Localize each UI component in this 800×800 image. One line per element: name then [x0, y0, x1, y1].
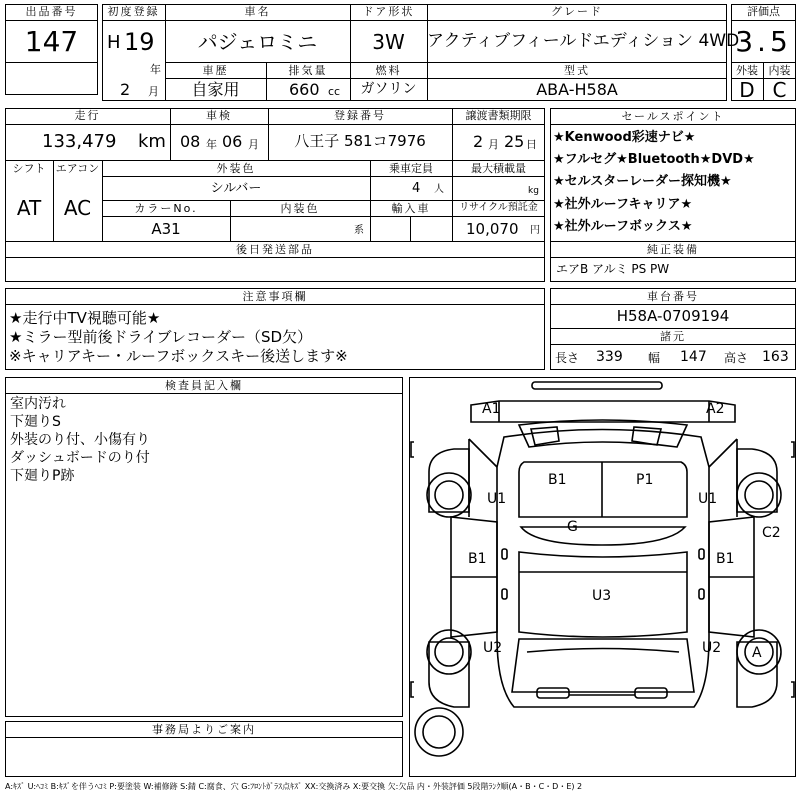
fuel-label: 燃料 [375, 64, 402, 77]
inspection-month-unit: 月 [248, 138, 259, 151]
chassis-number: H58A-0709194 [616, 307, 730, 325]
damage-mark: U2 [702, 640, 722, 656]
standard-equipment-label: 純正装備 [647, 243, 699, 256]
sales-point-item: ★社外ルーフキャリア★ [553, 197, 693, 212]
damage-mark: A2 [706, 401, 725, 417]
score: 3.5 [735, 25, 792, 58]
exterior-color: シルバー [210, 181, 262, 196]
interior-grade: C [772, 78, 787, 102]
inspector-note-line: ダッシュボードのり付 [10, 450, 150, 466]
inspection-month: 06 [222, 132, 243, 151]
displacement-label: 排気量 [288, 64, 328, 77]
car-name-label: 車名 [244, 5, 271, 18]
damage-mark: P1 [636, 472, 654, 488]
score-label: 評価点 [747, 5, 780, 18]
color-number-label: カラーNo. [134, 202, 198, 215]
chassis-number-label: 車台番号 [647, 290, 699, 303]
lot-label: 出品番号 [25, 5, 78, 18]
plate-label: 登録番号 [334, 109, 386, 122]
door-type: 3W [372, 30, 405, 54]
damage-mark: A [752, 645, 762, 661]
later-parts-label: 後日発送部品 [236, 243, 314, 256]
mileage-unit: km [138, 131, 166, 152]
model-code-label: 型式 [564, 64, 590, 77]
car-name: パジェロミニ [197, 30, 318, 54]
sales-point-item: ★社外ルーフボックス★ [553, 219, 693, 234]
damage-mark: U2 [483, 640, 503, 656]
capacity: 4 [412, 181, 421, 196]
lot-number: 147 [24, 25, 79, 58]
history-label: 車歴 [202, 64, 229, 77]
air-conditioner: AC [63, 196, 92, 220]
first-registration-year: 19 [124, 28, 155, 56]
office-notice-label: 事務局よりご案内 [152, 723, 256, 736]
color-number: A31 [151, 220, 181, 238]
recycle-fee-label: リサイクル預託金 [459, 202, 538, 213]
inspection-year-unit: 年 [206, 138, 217, 151]
damage-mark: C2 [762, 525, 781, 541]
damage-mark: U3 [592, 588, 612, 604]
width-label: 幅 [648, 351, 661, 365]
damage-mark: B1 [716, 551, 735, 567]
inspector-note-line: 外装のり付、小傷有り [10, 432, 150, 448]
model-code: ABA-H58A [536, 80, 618, 99]
first-registration-month: 2 [120, 80, 131, 99]
max-load-label: 最大積載量 [471, 162, 526, 175]
capacity-unit: 人 [434, 184, 444, 195]
note-line: ★走行中TV視聴可能★ [9, 309, 161, 327]
capacity-label: 乗車定員 [389, 162, 433, 175]
sales-point-item: ★フルセグ★Bluetooth★DVD★ [553, 152, 755, 167]
standard-equipment: エアB アルミ PS PW [556, 262, 670, 276]
height-label: 高さ [724, 351, 749, 365]
interior-grade-label: 内装 [768, 64, 791, 77]
note-line: ★ミラー型前後ドライブレコーダー（SD欠） [9, 328, 313, 346]
inspector-note-line: 下廻りS [10, 414, 61, 430]
fuel: ガソリン [360, 81, 417, 97]
interior-color-label: 内装色 [280, 202, 320, 215]
shift: AT [16, 196, 42, 220]
air-conditioner-label: エアコン [55, 162, 100, 175]
year-unit: 年 [150, 63, 161, 76]
length: 339 [596, 349, 623, 365]
inspection-year: 08 [180, 132, 201, 151]
transfer-day: 25 [504, 132, 525, 151]
height: 163 [762, 349, 789, 365]
inspection-label: 車検 [206, 109, 232, 122]
interior-color-unit: 系 [354, 225, 364, 236]
transfer-deadline-label: 譲渡書類期限 [465, 109, 532, 122]
damage-mark: A1 [482, 401, 501, 417]
damage-mark: B1 [468, 551, 487, 567]
grade-label: グレード [551, 5, 603, 18]
grade: アクティブフィールドエディション 4WD [427, 31, 740, 51]
door-label: ドア形状 [362, 5, 415, 18]
inspector-box [5, 377, 403, 717]
note-line: ※キャリアキー・ルーフボックスキー後送します※ [9, 347, 348, 365]
inspector-note-line: 下廻りP跡 [10, 468, 75, 484]
damage-mark: G [567, 519, 578, 535]
inspector-notes-label: 検査員記入欄 [165, 379, 243, 392]
transfer-day-unit: 日 [526, 138, 537, 151]
mileage: 133,479 [42, 131, 117, 152]
damage-mark: B1 [548, 472, 567, 488]
sales-points-label: セールスポイント [621, 110, 725, 123]
recycle-fee-unit: 円 [530, 225, 540, 236]
exterior-grade-label: 外装 [736, 64, 758, 77]
inspector-note-line: 室内汚れ [10, 396, 66, 412]
exterior-grade: D [739, 78, 755, 102]
width: 147 [680, 349, 707, 365]
recycle-fee: 10,070 [466, 220, 519, 238]
month-unit: 月 [148, 85, 159, 98]
displacement-unit: cc [328, 85, 341, 98]
plate-number: 八王子 581コ7976 [294, 132, 426, 150]
mileage-label: 走行 [74, 109, 101, 122]
legend-text: A:ｷｽﾞ U:ﾍｺﾐ B:ｷｽﾞを伴うﾍｺﾐ P:要塗装 W:補修跡 S:錆 C:腐食、穴 G:ﾌﾛﾝﾄｶﾞﾗｽ点ｷｽﾞ XX:交換済み X:要交換 欠:欠品 内・外装評価 5段階ﾗﾝｸ順(A・B・C・D・E) 2 [5, 782, 583, 791]
transfer-month-unit: 月 [488, 138, 499, 151]
specifications-label: 諸元 [660, 330, 686, 343]
max-load-unit: kg [528, 186, 539, 196]
sales-point-item: ★セルスターレーダー探知機★ [553, 174, 732, 189]
history: 自家用 [191, 80, 240, 99]
first-registration-label: 初度登録 [107, 5, 160, 18]
transfer-month: 2 [473, 132, 484, 151]
era-letter: H [107, 32, 121, 53]
car-body-diagram [409, 377, 796, 777]
sales-point-item: ★Kenwood彩速ナビ★ [553, 130, 696, 145]
damage-mark: U1 [487, 491, 507, 507]
import-label: 輸入車 [391, 202, 431, 215]
damage-mark: U1 [698, 491, 718, 507]
notes-label: 注意事項欄 [242, 290, 308, 303]
length-label: 長さ [555, 351, 580, 365]
displacement: 660 [289, 80, 320, 99]
shift-label: シフト [12, 162, 46, 175]
exterior-color-label: 外装色 [216, 162, 256, 175]
